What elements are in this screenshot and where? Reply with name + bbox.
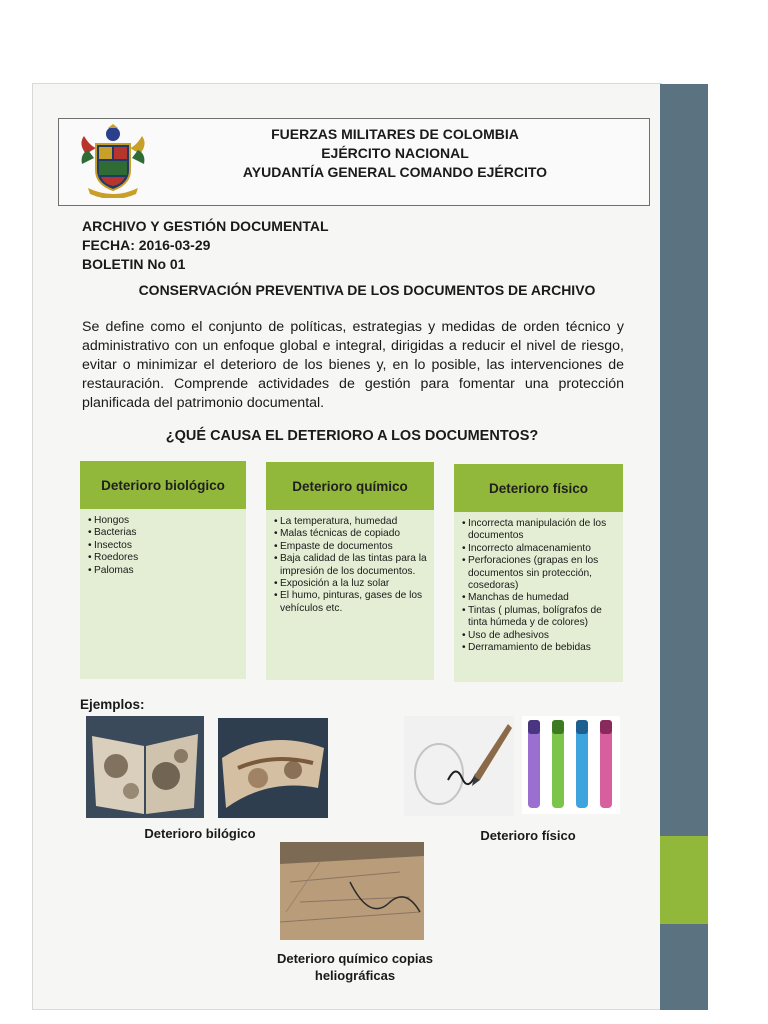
header-line-1: FUERZAS MILITARES DE COLOMBIA — [271, 126, 519, 142]
list-item: • Baja calidad de las tintas para la impresión de los documentos. — [274, 553, 428, 578]
question-heading: ¿QUÉ CAUSA EL DETERIORO A LOS DOCUMENTOS? — [165, 428, 539, 444]
meta-area: ARCHIVO Y GESTIÓN DOCUMENTAL — [82, 218, 329, 234]
list-item: • Exposición a la luz solar — [274, 578, 428, 590]
list-item: • Bacterias — [88, 527, 240, 539]
column-list — [80, 515, 246, 577]
column-fisico — [454, 464, 623, 682]
list-item: • Hongos — [88, 515, 240, 527]
caption-biologico: Deterioro bilógico — [144, 826, 256, 841]
list-item: • La temperatura, humedad — [274, 516, 428, 528]
list-item: • Tintas ( plumas, bolígrafos de tinta húmeda y de colores) — [462, 605, 617, 630]
column-list — [266, 516, 434, 615]
list-item: • Insectos — [88, 540, 240, 552]
caption-fisico: Deterioro físico — [480, 828, 576, 843]
caption-quimico-2: heliográficas — [314, 968, 396, 983]
page-title: CONSERVACIÓN PREVENTIVA DE LOS DOCUMENTOS DE ARCHIVO — [138, 282, 596, 298]
list-item: • Perforaciones (grapas en los documentos sin protección, cosedoras) — [462, 555, 617, 592]
photo-quimico — [280, 842, 424, 940]
list-item: • Palomas — [88, 565, 240, 577]
meta-boletin: BOLETIN No 01 — [82, 256, 186, 272]
examples-label: Ejemplos: — [80, 697, 145, 712]
side-bar-dark — [660, 84, 708, 836]
coat-of-arms-icon — [78, 124, 148, 198]
list-item: • Uso de adhesivos — [462, 630, 617, 642]
column-biologico — [80, 461, 246, 679]
column-list — [454, 518, 623, 654]
list-item: • Incorrecto almacenamiento — [462, 543, 617, 555]
header-line-3: AYUDANTÍA GENERAL COMANDO EJÉRCITO — [242, 164, 548, 180]
list-item: • Manchas de humedad — [462, 592, 617, 604]
side-bar-dark-bottom — [660, 924, 708, 1010]
photo-fisico-pluma — [404, 716, 514, 816]
list-item: • El humo, pinturas, gases de los vehículos etc. — [274, 590, 428, 615]
intro-paragraph: Se define como el conjunto de políticas, estrategias y medidas de orden técnico y administrativo con un enfoque global e integral, dirigidas a reducir el nivel de riesgo, evitar o minimizar el deterioro de los bienes y, en lo posible, las intervenciones de restauración. Comprende actividades de gestión para fomentar una protección planificada del patrimonio documental. — [82, 319, 624, 411]
column-title: Deterioro químico — [266, 462, 434, 510]
column-title: Deterioro físico — [454, 464, 623, 512]
photo-fisico-marcadores — [522, 716, 620, 814]
header-line-2: EJÉRCITO NACIONAL — [321, 145, 469, 161]
list-item: • Malas técnicas de copiado — [274, 528, 428, 540]
caption-quimico-1: Deterioro químico copias — [276, 951, 434, 966]
meta-fecha: FECHA: 2016-03-29 — [82, 237, 211, 253]
column-title: Deterioro biológico — [80, 461, 246, 509]
list-item: • Empaste de documentos — [274, 541, 428, 553]
photo-biologico-1 — [86, 716, 204, 818]
list-item: • Derramamiento de bebidas — [462, 642, 617, 654]
list-item: • Incorrecta manipulación de los documentos — [462, 518, 617, 543]
column-quimico — [266, 462, 434, 680]
photo-biologico-2 — [218, 718, 328, 818]
side-bar-green — [660, 836, 708, 924]
list-item: • Roedores — [88, 552, 240, 564]
